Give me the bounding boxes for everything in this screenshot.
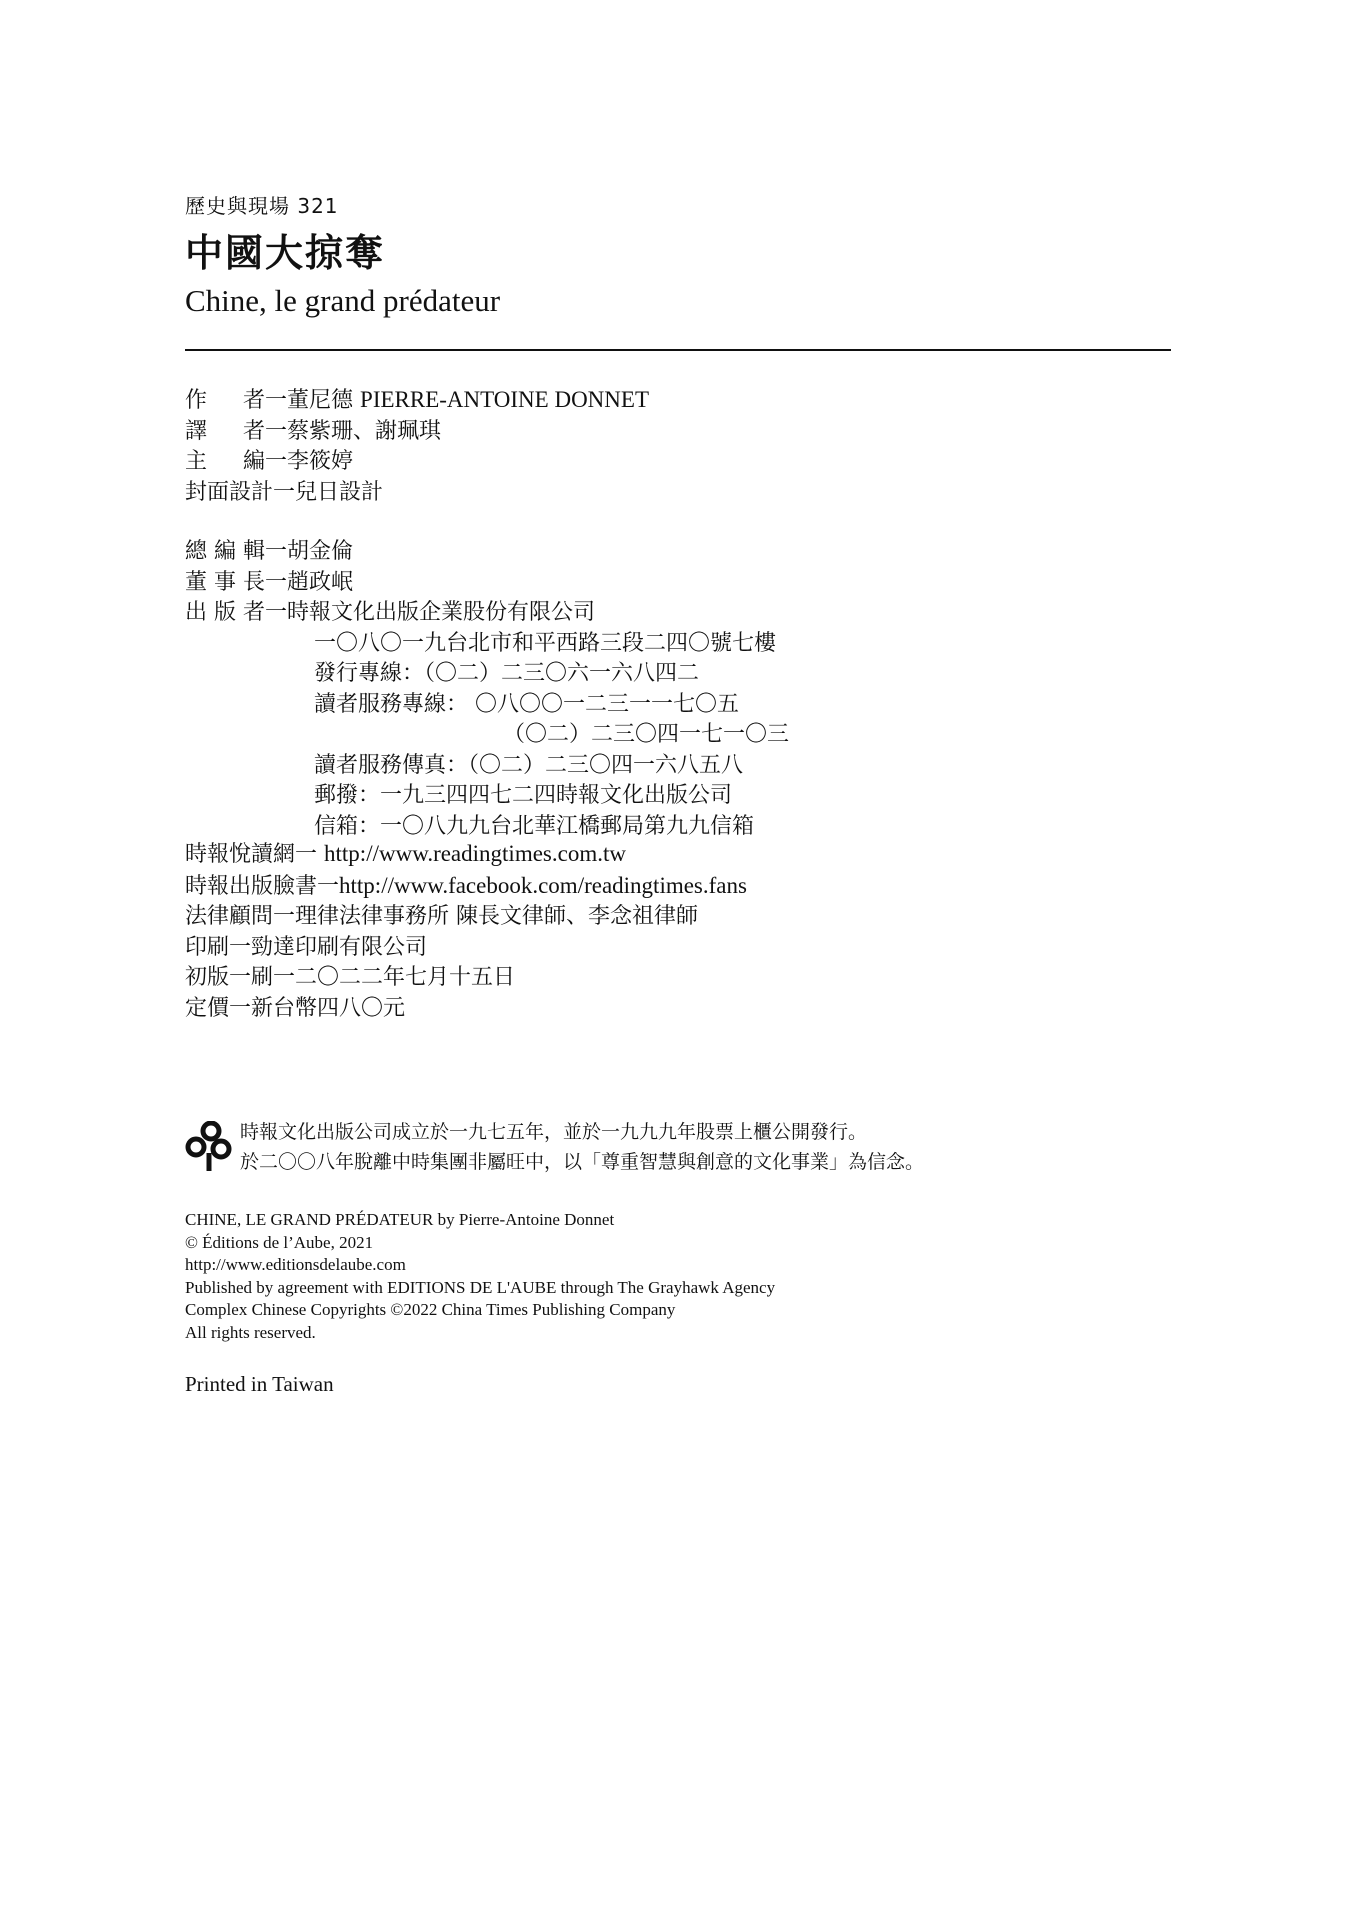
rights-block bbox=[185, 1209, 775, 1345]
rights-line: http://www.editionsdelaube.com bbox=[185, 1255, 406, 1275]
dash: 一 bbox=[265, 539, 288, 564]
publisher-block bbox=[185, 537, 789, 842]
translator-value: 蔡紫珊、謝珮琪 bbox=[287, 418, 442, 444]
dash: 一 bbox=[265, 569, 288, 595]
dash: 一 bbox=[265, 388, 288, 413]
mailbox: 信箱：一〇八九九台北華江橋郵局第九九信箱 bbox=[314, 813, 755, 839]
facebook-url: http://www.facebook.com/readingtimes.fans bbox=[339, 872, 747, 898]
chief-editor-label: 總編輯 bbox=[185, 539, 265, 564]
series-label: 歷史與現場 321 bbox=[185, 194, 339, 218]
rights-line: © Éditions de l’Aube, 2021 bbox=[185, 1232, 374, 1252]
printed-in: Printed in Taiwan bbox=[185, 1372, 334, 1396]
rights-line: Complex Chinese Copyrights ©2022 China Times Publishing Company bbox=[185, 1300, 676, 1320]
title-chinese: 中國大掠奪 bbox=[185, 230, 386, 275]
rights-line: Published by agreement with EDITIONS DE L'AUBE through The Grayhawk Agency bbox=[185, 1277, 776, 1297]
translator-label: 譯者 bbox=[185, 418, 265, 444]
facebook-label: 時報出版臉書 bbox=[185, 873, 318, 899]
editor-label: 主編 bbox=[185, 449, 265, 474]
cover-value: 兒日設計 bbox=[295, 479, 384, 505]
reading-times-row bbox=[185, 839, 747, 871]
chairman-row bbox=[185, 568, 789, 599]
chief-editor-value: 胡金倫 bbox=[287, 539, 354, 564]
first-edition: 初版一刷一二〇二二年七月十五日 bbox=[185, 965, 516, 990]
chairman-value: 趙政岷 bbox=[287, 569, 354, 595]
printing: 印刷一勁達印刷有限公司 bbox=[185, 934, 428, 960]
founding-line-1: 時報文化出版公司成立於一九七五年，並於一九九九年股票上櫃公開發行。 bbox=[240, 1121, 868, 1143]
title-french: Chine, le grand prédateur bbox=[185, 283, 501, 318]
reader-service-fax: 讀者服務傳真：（〇二）二三〇四一六八五八 bbox=[314, 752, 744, 778]
credit-translator bbox=[185, 417, 649, 448]
publisher-value: 時報文化出版企業股份有限公司 bbox=[287, 600, 596, 625]
founding-text bbox=[240, 1117, 924, 1177]
dash: 一 bbox=[265, 418, 288, 444]
credit-editor bbox=[185, 447, 649, 478]
reader-service-line-2: （〇二）二三〇四一七一〇三 bbox=[503, 722, 790, 747]
title-divider bbox=[185, 349, 1171, 351]
editor-value: 李筱婷 bbox=[287, 449, 354, 474]
chairman-label: 董事長 bbox=[185, 569, 265, 595]
reading-times-url: http://www.readingtimes.com.tw bbox=[324, 841, 626, 866]
dash: 一 bbox=[265, 449, 288, 474]
postal-account: 郵撥：一九三四四七二四時報文化出版公司 bbox=[314, 783, 733, 808]
publisher-row bbox=[185, 598, 789, 629]
legal-advisor: 法律顧問一理律法律事務所 陳長文律師、李念祖律師 bbox=[185, 904, 698, 929]
publisher-label: 出版者 bbox=[185, 600, 265, 625]
publisher-logo-icon bbox=[185, 1121, 233, 1173]
credit-cover bbox=[185, 478, 649, 509]
chief-editor-row bbox=[185, 537, 789, 568]
author-name-zh: 董尼德 bbox=[287, 388, 354, 413]
founding-line-2: 於二〇〇八年脫離中時集團非屬旺中，以「尊重智慧與創意的文化事業」為信念。 bbox=[240, 1151, 925, 1173]
author-label: 作者 bbox=[185, 388, 265, 413]
rights-line: All rights reserved. bbox=[185, 1322, 316, 1342]
reading-times-label: 時報悅讀網 bbox=[185, 842, 296, 867]
reader-service-line: 讀者服務專線： 〇八〇〇一二三一一七〇五 bbox=[314, 691, 739, 717]
facebook-row bbox=[185, 871, 747, 903]
dash: 一 bbox=[295, 842, 318, 867]
publisher-address: 一〇八〇一九台北市和平西路三段二四〇號七樓 bbox=[314, 630, 777, 656]
dash: 一 bbox=[265, 600, 288, 625]
info-block bbox=[185, 839, 747, 1024]
price: 定價一新台幣四八〇元 bbox=[185, 995, 406, 1021]
credits-block bbox=[185, 385, 649, 508]
credit-author bbox=[185, 385, 649, 417]
cover-label: 封面設計 bbox=[185, 479, 274, 505]
publisher-hotline: 發行專線：（〇二）二三〇六一六八四二 bbox=[314, 661, 700, 686]
rights-line: CHINE, LE GRAND PRÉDATEUR by Pierre-Antoine Donnet bbox=[185, 1210, 615, 1229]
author-name-latin: PIERRE-ANTOINE DONNET bbox=[360, 387, 649, 412]
dash: 一 bbox=[273, 479, 296, 505]
dash: 一 bbox=[317, 873, 340, 899]
